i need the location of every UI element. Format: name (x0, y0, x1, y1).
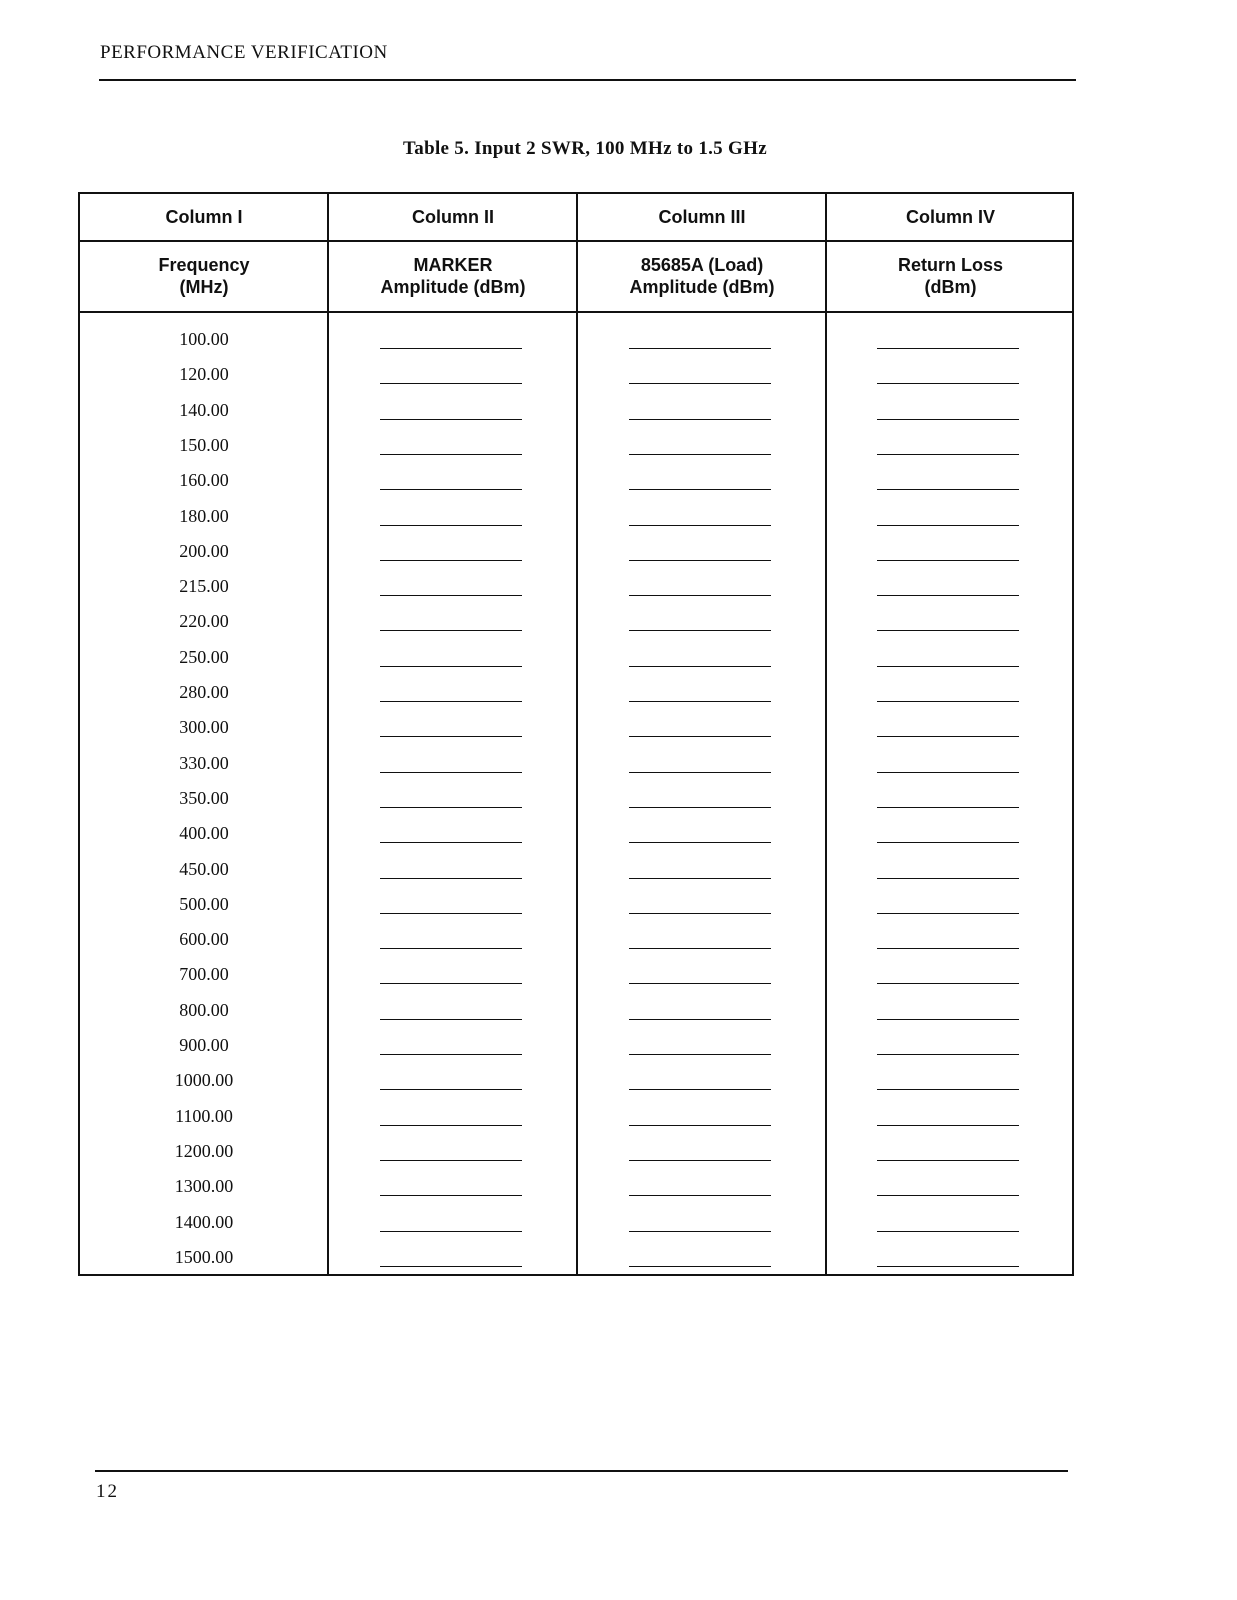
header-rule (99, 79, 1076, 81)
load-amplitude-blank[interactable] (629, 525, 771, 526)
column-heading (80, 254, 328, 298)
load-amplitude-blank[interactable] (629, 454, 771, 455)
marker-amplitude-blank[interactable] (380, 913, 522, 914)
table-title: Table 5. Input 2 SWR, 100 MHz to 1.5 GHz (403, 138, 767, 159)
frequency-cell: 160.00 (179, 470, 229, 491)
frequency-cell: 140.00 (179, 399, 229, 420)
footer-rule (95, 1470, 1068, 1472)
column-label: Column I (165, 207, 243, 227)
table-row (80, 460, 1072, 495)
frequency-cell: 215.00 (179, 576, 229, 597)
frequency-cell: 500.00 (179, 893, 229, 914)
frequency-cell: 280.00 (179, 682, 229, 702)
return-loss-blank[interactable] (877, 736, 1019, 737)
marker-amplitude-blank[interactable] (380, 1231, 522, 1232)
header-row-rule (80, 311, 1072, 313)
marker-amplitude-blank[interactable] (380, 1195, 522, 1196)
return-loss-blank[interactable] (877, 454, 1019, 455)
return-loss-blank[interactable] (877, 1019, 1019, 1020)
load-amplitude-blank[interactable] (629, 948, 771, 949)
table-row (80, 1166, 1072, 1201)
load-amplitude-blank[interactable] (629, 1160, 771, 1161)
return-loss-blank[interactable] (877, 807, 1019, 808)
marker-amplitude-blank[interactable] (380, 383, 522, 384)
page-header: PERFORMANCE VERIFICATION (100, 42, 388, 63)
marker-amplitude-blank[interactable] (380, 736, 522, 737)
load-amplitude-blank[interactable] (629, 878, 771, 879)
load-amplitude-blank[interactable] (629, 1089, 771, 1090)
table-row (80, 1060, 1072, 1095)
table-row (80, 1025, 1072, 1060)
table-row (80, 849, 1072, 884)
marker-amplitude-blank[interactable] (380, 807, 522, 808)
marker-amplitude-blank[interactable] (380, 772, 522, 773)
marker-amplitude-blank[interactable] (380, 878, 522, 879)
frequency-cell: 300.00 (179, 717, 229, 738)
frequency-cell: 250.00 (179, 646, 229, 667)
load-amplitude-blank[interactable] (629, 736, 771, 737)
page-number: 12 (96, 1481, 119, 1502)
load-amplitude-blank[interactable] (629, 913, 771, 914)
return-loss-blank[interactable] (877, 1266, 1019, 1267)
frequency-cell: 450.00 (179, 858, 229, 879)
table-row (80, 778, 1072, 813)
column-label: Column III (658, 207, 746, 227)
load-amplitude-blank[interactable] (629, 666, 771, 667)
load-amplitude-blank[interactable] (629, 1125, 771, 1126)
load-amplitude-blank[interactable] (629, 1019, 771, 1020)
return-loss-blank[interactable] (877, 630, 1019, 631)
column-heading-line: 85685A (Load) (640, 255, 764, 275)
return-loss-blank[interactable] (877, 595, 1019, 596)
column-heading (578, 254, 826, 298)
column-heading-line: (dBm) (924, 277, 977, 297)
frequency-cell: 1000.00 (174, 1070, 234, 1091)
column-heading-line: MARKER (413, 255, 493, 275)
return-loss-blank[interactable] (877, 1054, 1019, 1055)
table-row (80, 531, 1072, 566)
marker-amplitude-blank[interactable] (380, 630, 522, 631)
load-amplitude-blank[interactable] (629, 489, 771, 490)
marker-amplitude-blank[interactable] (380, 489, 522, 490)
table-row (80, 672, 1072, 707)
data-table (78, 192, 1074, 1276)
return-loss-blank[interactable] (877, 701, 1019, 702)
load-amplitude-blank[interactable] (629, 383, 771, 384)
marker-amplitude-blank[interactable] (380, 1160, 522, 1161)
load-amplitude-blank[interactable] (629, 630, 771, 631)
column-heading (827, 254, 1074, 298)
table-row (80, 601, 1072, 636)
frequency-cell: 700.00 (179, 964, 229, 985)
marker-amplitude-blank[interactable] (380, 1125, 522, 1126)
frequency-cell: 600.00 (179, 929, 229, 950)
marker-amplitude-blank[interactable] (380, 525, 522, 526)
column-heading (329, 254, 577, 298)
table-row (80, 990, 1072, 1025)
table-row (80, 425, 1072, 460)
frequency-cell: 200.00 (179, 540, 229, 561)
frequency-cell: 180.00 (179, 505, 229, 526)
column-heading-line: Return Loss (897, 255, 1003, 275)
table-row (80, 1237, 1072, 1272)
marker-amplitude-blank[interactable] (380, 1089, 522, 1090)
return-loss-blank[interactable] (877, 842, 1019, 843)
load-amplitude-blank[interactable] (629, 842, 771, 843)
load-amplitude-blank[interactable] (629, 807, 771, 808)
table-row (80, 813, 1072, 848)
return-loss-blank[interactable] (877, 666, 1019, 667)
return-loss-blank[interactable] (877, 948, 1019, 949)
table-row (80, 390, 1072, 425)
load-amplitude-blank[interactable] (629, 1266, 771, 1267)
frequency-cell: 120.00 (179, 364, 229, 385)
table-row (80, 919, 1072, 954)
return-loss-blank[interactable] (877, 525, 1019, 526)
table-row (80, 637, 1072, 672)
marker-amplitude-blank[interactable] (380, 701, 522, 702)
table-row (80, 954, 1072, 989)
column-heading-line: (MHz) (179, 277, 229, 297)
table-row (80, 319, 1072, 354)
frequency-cell: 1300.00 (174, 1176, 234, 1197)
marker-amplitude-blank[interactable] (380, 983, 522, 984)
marker-amplitude-blank[interactable] (380, 1266, 522, 1267)
frequency-cell: 1400.00 (174, 1211, 234, 1232)
return-loss-blank[interactable] (877, 772, 1019, 773)
column-heading-line: Amplitude (dBm) (629, 277, 775, 297)
return-loss-blank[interactable] (877, 383, 1019, 384)
frequency-cell: 1200.00 (174, 1140, 234, 1161)
marker-amplitude-blank[interactable] (380, 948, 522, 949)
marker-amplitude-blank[interactable] (380, 454, 522, 455)
load-amplitude-blank[interactable] (629, 419, 771, 420)
frequency-cell: 150.00 (179, 434, 229, 455)
return-loss-blank[interactable] (877, 348, 1019, 349)
column-heading-line: Amplitude (dBm) (380, 277, 526, 297)
return-loss-blank[interactable] (877, 560, 1019, 561)
load-amplitude-blank[interactable] (629, 1231, 771, 1232)
column-label: Column IV (906, 207, 995, 227)
return-loss-blank[interactable] (877, 1125, 1019, 1126)
frequency-cell: 400.00 (179, 823, 229, 844)
table-row (80, 707, 1072, 742)
table-row (80, 1131, 1072, 1166)
load-amplitude-blank[interactable] (629, 701, 771, 702)
table-row (80, 566, 1072, 601)
return-loss-blank[interactable] (877, 1195, 1019, 1196)
marker-amplitude-blank[interactable] (380, 560, 522, 561)
marker-amplitude-blank[interactable] (380, 842, 522, 843)
marker-amplitude-blank[interactable] (380, 419, 522, 420)
table-row (80, 496, 1072, 531)
frequency-cell: 900.00 (179, 1035, 229, 1055)
marker-amplitude-blank[interactable] (380, 666, 522, 667)
table-row (80, 884, 1072, 919)
return-loss-blank[interactable] (877, 1231, 1019, 1232)
table-row (80, 743, 1072, 778)
return-loss-blank[interactable] (877, 419, 1019, 420)
marker-amplitude-blank[interactable] (380, 348, 522, 349)
frequency-cell: 350.00 (179, 787, 229, 808)
marker-amplitude-blank[interactable] (380, 1019, 522, 1020)
return-loss-blank[interactable] (877, 489, 1019, 490)
frequency-cell: 100.00 (179, 329, 229, 349)
load-amplitude-blank[interactable] (629, 1195, 771, 1196)
return-loss-blank[interactable] (877, 913, 1019, 914)
load-amplitude-blank[interactable] (629, 772, 771, 773)
return-loss-blank[interactable] (877, 983, 1019, 984)
header-row-rule (80, 240, 1072, 242)
load-amplitude-blank[interactable] (629, 595, 771, 596)
load-amplitude-blank[interactable] (629, 983, 771, 984)
frequency-cell: 800.00 (179, 999, 229, 1020)
column-label: Column II (412, 207, 494, 227)
load-amplitude-blank[interactable] (629, 348, 771, 349)
return-loss-blank[interactable] (877, 878, 1019, 879)
frequency-cell: 330.00 (179, 752, 229, 773)
table-row (80, 1096, 1072, 1131)
return-loss-blank[interactable] (877, 1160, 1019, 1161)
load-amplitude-blank[interactable] (629, 1054, 771, 1055)
column-heading-line: Frequency (158, 255, 250, 275)
table-row (80, 1202, 1072, 1237)
return-loss-blank[interactable] (877, 1089, 1019, 1090)
frequency-cell: 1500.00 (174, 1246, 234, 1267)
load-amplitude-blank[interactable] (629, 560, 771, 561)
marker-amplitude-blank[interactable] (380, 1054, 522, 1055)
frequency-cell: 220.00 (179, 611, 229, 632)
marker-amplitude-blank[interactable] (380, 595, 522, 596)
frequency-cell: 1100.00 (175, 1105, 233, 1126)
table-row (80, 354, 1072, 389)
